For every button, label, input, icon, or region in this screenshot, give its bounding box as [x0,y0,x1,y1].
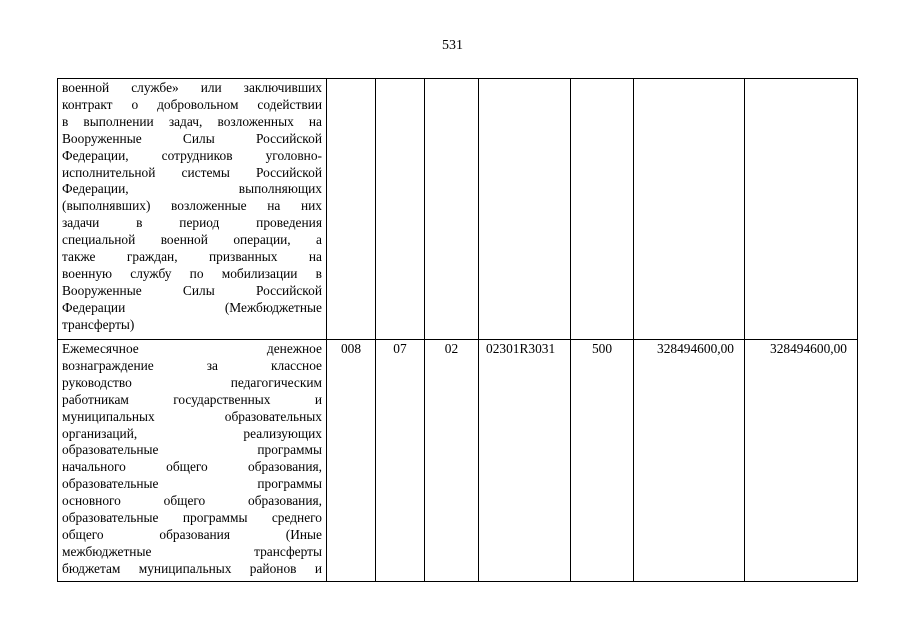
section-cell: 07 [376,340,425,582]
subsection-cell: 02 [425,340,479,582]
text-line: образовательные программы среднего [62,510,322,526]
text-line: образовательные программы [62,442,322,458]
page-number: 531 [442,38,463,53]
target-article-cell: 02301R3031 [479,340,571,582]
text-line: Вооруженные Силы Российской [62,130,322,146]
text-line: Ежемесячное денежное [62,341,322,356]
text-line: военную службу по мобилизации в [62,265,322,281]
text-line: в выполнении задач, возложенных на [62,113,322,129]
amount-1-cell: 328494600,00 [634,340,745,582]
text-line: исполнительной системы Российской [62,164,322,180]
text-line: организаций, реализующих [62,425,322,441]
text-line: бюджетам муниципальных районов и [62,560,322,576]
description-cell [58,340,327,582]
amount-2-cell: 328494600,00 [745,340,858,582]
amount-2-cell [745,79,858,340]
text-line: специальной военной операции, а [62,232,322,248]
text-line: (выполнявших) возложенные на них [62,198,322,214]
text-line: задачи в период проведения [62,215,322,231]
text-line: Федерации (Межбюджетные [62,299,322,315]
text-line: муниципальных образовательных [62,408,322,424]
text-line: начального общего образования, [62,459,322,475]
subsection-cell [425,79,479,340]
expense-type-cell: 500 [571,340,634,582]
text-line: работникам государственных и [62,391,322,407]
text-line: руководство педагогическим [62,374,322,390]
text-line: основного общего образования, [62,493,322,509]
description-cell [58,79,327,340]
table-row [58,340,858,582]
text-line: Федерации, выполняющих [62,181,322,197]
expense-type-cell [571,79,634,340]
text-line: образовательные программы [62,476,322,492]
budget-table [57,78,858,582]
text-line: Федерации, сотрудников уголовно- [62,147,322,163]
text-line: военной службе» или заключивших [62,80,322,95]
amount-1-cell [634,79,745,340]
section-cell [376,79,425,340]
text-line: также граждан, призванных на [62,249,322,265]
text-line: контракт о добровольном содействии [62,96,322,112]
text-line: трансферты) [62,316,135,332]
ministry-cell [327,79,376,340]
text-line: общего образования (Иные [62,526,322,542]
ministry-cell: 008 [327,340,376,582]
table-row [58,79,858,340]
text-line: межбюджетные трансферты [62,543,322,559]
target-article-cell [479,79,571,340]
text-line: вознаграждение за классное [62,357,322,373]
text-line: Вооруженные Силы Российской [62,282,322,298]
